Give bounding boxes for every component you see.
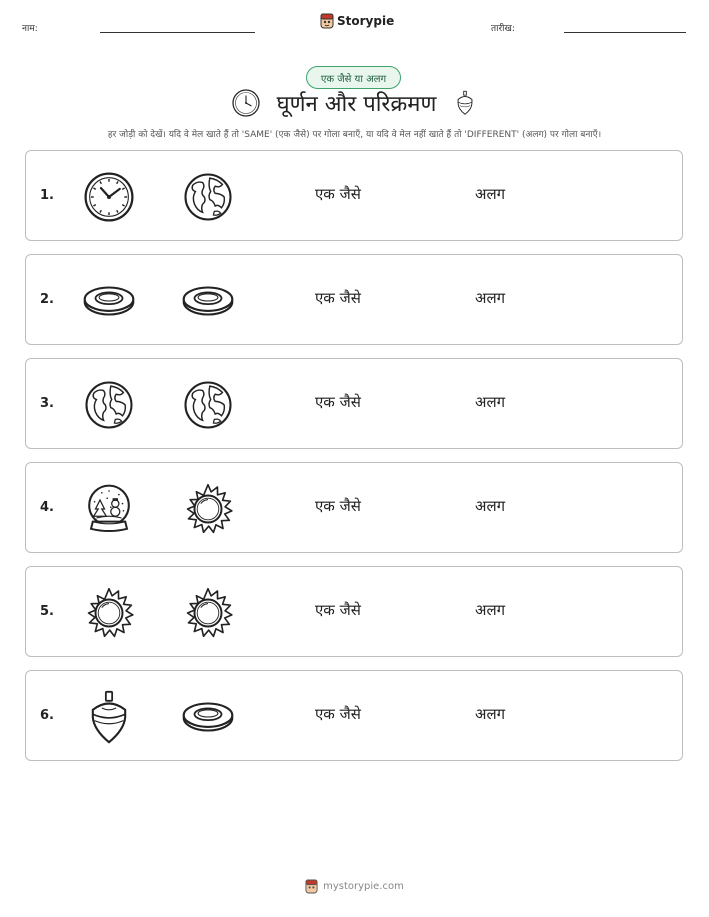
globe-icon xyxy=(82,378,136,432)
storypie-mascot-icon xyxy=(320,13,334,29)
clock-icon xyxy=(82,170,136,224)
snow-globe-icon xyxy=(82,482,136,536)
question-row-5 xyxy=(25,566,683,657)
question-number: 1. xyxy=(40,188,54,203)
instructions: हर जोड़ी को देखें। यदि वे मेल खाते हैं तो 'SAME' (एक जैसे) पर गोला बनाएँ, या यदि वे मेल नहीं खाते हैं तो 'DIFFERENT' (अलग) पर गोला बनाएँ। xyxy=(107,130,602,140)
option-same[interactable]: एक जैसे xyxy=(315,705,361,723)
question-number: 5. xyxy=(40,604,54,619)
title-row xyxy=(0,88,709,118)
name-label: नाम: xyxy=(22,24,38,34)
sun-icon xyxy=(181,482,235,536)
globe-icon xyxy=(181,378,235,432)
brand-logo xyxy=(320,13,394,29)
storypie-mascot-icon xyxy=(305,879,318,894)
question-number: 2. xyxy=(40,292,54,307)
option-different[interactable]: अलग xyxy=(475,289,506,307)
spinning-top-icon xyxy=(82,690,136,744)
name-line[interactable] xyxy=(100,32,255,33)
footer-url[interactable]: mystorypie.com xyxy=(323,881,404,892)
page-title: घूर्णन और परिक्रमण xyxy=(276,92,437,117)
option-different[interactable]: अलग xyxy=(475,705,506,723)
sun-icon xyxy=(181,586,235,640)
option-same[interactable]: एक जैसे xyxy=(315,497,361,515)
footer xyxy=(0,879,709,894)
question-number: 3. xyxy=(40,396,54,411)
question-row-3 xyxy=(25,358,683,449)
ring-icon xyxy=(181,690,235,744)
globe-icon xyxy=(181,170,235,224)
question-row-4 xyxy=(25,462,683,553)
category-badge: एक जैसे या अलग xyxy=(306,66,401,89)
date-line[interactable] xyxy=(564,32,686,33)
option-different[interactable]: अलग xyxy=(475,185,506,203)
question-row-2 xyxy=(25,254,683,345)
spinning-top-icon xyxy=(452,88,478,118)
option-different[interactable]: अलग xyxy=(475,497,506,515)
clock-icon xyxy=(231,88,261,118)
question-number: 6. xyxy=(40,708,54,723)
option-same[interactable]: एक जैसे xyxy=(315,289,361,307)
ring-icon xyxy=(181,274,235,328)
sun-icon xyxy=(82,586,136,640)
ring-icon xyxy=(82,274,136,328)
question-number: 4. xyxy=(40,500,54,515)
date-label: तारीख: xyxy=(491,24,515,34)
question-row-1 xyxy=(25,150,683,241)
option-different[interactable]: अलग xyxy=(475,601,506,619)
option-same[interactable]: एक जैसे xyxy=(315,393,361,411)
question-row-6 xyxy=(25,670,683,761)
brand-name: Storypie xyxy=(337,14,395,28)
option-different[interactable]: अलग xyxy=(475,393,506,411)
option-same[interactable]: एक जैसे xyxy=(315,601,361,619)
option-same[interactable]: एक जैसे xyxy=(315,185,361,203)
